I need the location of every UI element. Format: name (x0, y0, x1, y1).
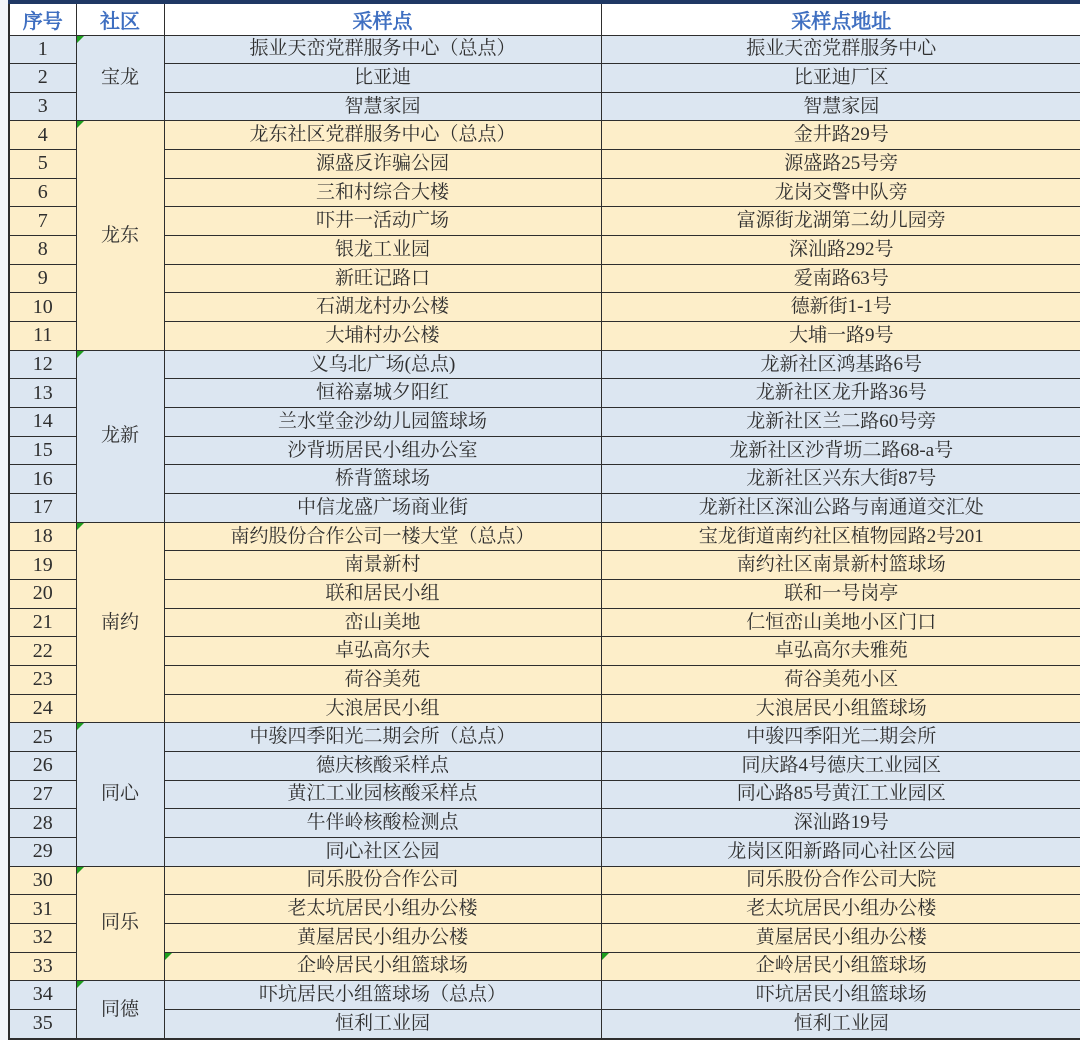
sampling-point-cell: 智慧家园 (164, 92, 601, 121)
col-header-sampling-point: 采样点 (164, 2, 601, 35)
community-cell: 同德 (76, 981, 164, 1039)
table-row (9, 465, 1080, 494)
row-number-cell: 4 (9, 121, 76, 150)
community-cell: 同乐 (76, 866, 164, 981)
row-number-cell: 20 (9, 579, 76, 608)
address-cell: 深汕路292号 (601, 236, 1080, 265)
address-cell: 深汕路19号 (601, 809, 1080, 838)
address-cell: 南约社区南景新村篮球场 (601, 551, 1080, 580)
sampling-point-cell: 吓井一活动广场 (164, 207, 601, 236)
row-number-cell: 11 (9, 322, 76, 351)
sampling-point-cell: 同心社区公园 (164, 837, 601, 866)
table-row (9, 923, 1080, 952)
sampling-point-cell: 黄江工业园核酸采样点 (164, 780, 601, 809)
address-cell: 企岭居民小组篮球场 (601, 952, 1080, 981)
address-cell: 同心路85号黄江工业园区 (601, 780, 1080, 809)
table-row (9, 236, 1080, 265)
excel-error-marker-icon (77, 351, 84, 358)
row-number-cell: 28 (9, 809, 76, 838)
community-cell: 龙东 (76, 121, 164, 350)
address-cell: 宝龙街道南约社区植物园路2号201 (601, 522, 1080, 551)
table-row (9, 379, 1080, 408)
table-row (9, 150, 1080, 179)
sampling-point-cell: 银龙工业园 (164, 236, 601, 265)
excel-error-marker-icon (602, 953, 609, 960)
row-number-cell: 30 (9, 866, 76, 895)
address-cell: 智慧家园 (601, 92, 1080, 121)
address-cell: 源盛路25号旁 (601, 150, 1080, 179)
table-row (9, 952, 1080, 981)
sampling-point-cell: 同乐股份合作公司 (164, 866, 601, 895)
col-header-index: 序号 (9, 2, 76, 35)
table-row (9, 322, 1080, 351)
row-number-cell: 14 (9, 408, 76, 437)
table-row (9, 694, 1080, 723)
row-number-cell: 13 (9, 379, 76, 408)
address-cell: 龙新社区沙背坜二路68-a号 (601, 436, 1080, 465)
sampling-point-cell: 牛伴岭核酸检测点 (164, 809, 601, 838)
address-cell: 中骏四季阳光二期会所 (601, 723, 1080, 752)
sampling-point-cell: 龙东社区党群服务中心（总点） (164, 121, 601, 150)
sampling-point-cell: 义乌北广场(总点) (164, 350, 601, 379)
sampling-point-cell: 振业天峦党群服务中心（总点） (164, 35, 601, 64)
address-cell: 爱南路63号 (601, 264, 1080, 293)
row-number-cell: 26 (9, 751, 76, 780)
community-cell: 南约 (76, 522, 164, 723)
sampling-point-cell: 桥背篮球场 (164, 465, 601, 494)
row-number-cell: 5 (9, 150, 76, 179)
address-cell: 龙新社区兰二路60号旁 (601, 408, 1080, 437)
table-row (9, 637, 1080, 666)
sampling-point-cell: 中骏四季阳光二期会所（总点） (164, 723, 601, 752)
table-row (9, 436, 1080, 465)
sampling-point-cell: 石湖龙村办公楼 (164, 293, 601, 322)
address-cell: 老太坑居民小组办公楼 (601, 895, 1080, 924)
row-number-cell: 3 (9, 92, 76, 121)
excel-error-marker-icon (77, 121, 84, 128)
table-row (9, 751, 1080, 780)
row-number-cell: 12 (9, 350, 76, 379)
table-row (9, 178, 1080, 207)
sampling-point-cell: 黄屋居民小组办公楼 (164, 923, 601, 952)
excel-error-marker-icon (77, 981, 84, 988)
table-row (9, 665, 1080, 694)
address-cell: 黄屋居民小组办公楼 (601, 923, 1080, 952)
table-body (9, 35, 1080, 1039)
row-number-cell: 25 (9, 723, 76, 752)
address-cell: 同乐股份合作公司大院 (601, 866, 1080, 895)
table-row (9, 522, 1080, 551)
address-cell: 大埔一路9号 (601, 322, 1080, 351)
address-cell: 龙新社区龙升路36号 (601, 379, 1080, 408)
row-number-cell: 16 (9, 465, 76, 494)
community-cell: 宝龙 (76, 35, 164, 121)
sampling-point-cell: 吓坑居民小组篮球场（总点） (164, 981, 601, 1010)
table-row (9, 723, 1080, 752)
col-header-address: 采样点地址 (601, 2, 1080, 35)
address-cell: 振业天峦党群服务中心 (601, 35, 1080, 64)
table-row (9, 579, 1080, 608)
sampling-point-cell: 沙背坜居民小组办公室 (164, 436, 601, 465)
table-row (9, 608, 1080, 637)
excel-error-marker-icon (165, 953, 172, 960)
address-cell: 龙新社区兴东大街87号 (601, 465, 1080, 494)
table-row (9, 64, 1080, 93)
sampling-point-cell: 三和村综合大楼 (164, 178, 601, 207)
community-cell: 同心 (76, 723, 164, 866)
excel-error-marker-icon (77, 867, 84, 874)
row-number-cell: 27 (9, 780, 76, 809)
excel-error-marker-icon (77, 723, 84, 730)
address-cell: 比亚迪厂区 (601, 64, 1080, 93)
row-number-cell: 1 (9, 35, 76, 64)
row-number-cell: 18 (9, 522, 76, 551)
excel-error-marker-icon (77, 36, 84, 43)
table-row (9, 895, 1080, 924)
table-row (9, 981, 1080, 1010)
table-row (9, 293, 1080, 322)
sampling-point-cell: 恒裕嘉城夕阳红 (164, 379, 601, 408)
table-row (9, 207, 1080, 236)
table-row (9, 494, 1080, 523)
community-cell: 龙新 (76, 350, 164, 522)
sampling-point-cell: 源盛反诈骗公园 (164, 150, 601, 179)
sampling-point-cell: 南约股份合作公司一楼大堂（总点） (164, 522, 601, 551)
table-row (9, 1009, 1080, 1039)
sampling-point-cell: 德庆核酸采样点 (164, 751, 601, 780)
address-cell: 大浪居民小组篮球场 (601, 694, 1080, 723)
table-row (9, 780, 1080, 809)
table-row (9, 866, 1080, 895)
row-number-cell: 8 (9, 236, 76, 265)
row-number-cell: 33 (9, 952, 76, 981)
row-number-cell: 35 (9, 1009, 76, 1039)
sampling-point-cell: 兰水堂金沙幼儿园篮球场 (164, 408, 601, 437)
row-number-cell: 31 (9, 895, 76, 924)
address-cell: 吓坑居民小组篮球场 (601, 981, 1080, 1010)
row-number-cell: 22 (9, 637, 76, 666)
row-number-cell: 17 (9, 494, 76, 523)
table-row (9, 350, 1080, 379)
sampling-point-cell: 联和居民小组 (164, 579, 601, 608)
sampling-point-cell: 比亚迪 (164, 64, 601, 93)
address-cell: 龙新社区深汕公路与南通道交汇处 (601, 494, 1080, 523)
sampling-point-cell: 中信龙盛广场商业街 (164, 494, 601, 523)
address-cell: 联和一号岗亭 (601, 579, 1080, 608)
sampling-point-cell: 卓弘高尔夫 (164, 637, 601, 666)
table-row (9, 35, 1080, 64)
row-number-cell: 19 (9, 551, 76, 580)
table-row (9, 92, 1080, 121)
address-cell: 同庆路4号德庆工业园区 (601, 751, 1080, 780)
address-cell: 荷谷美苑小区 (601, 665, 1080, 694)
col-header-community: 社区 (76, 2, 164, 35)
sampling-point-cell: 新旺记路口 (164, 264, 601, 293)
address-cell: 恒利工业园 (601, 1009, 1080, 1039)
sampling-point-cell: 峦山美地 (164, 608, 601, 637)
address-cell: 仁恒峦山美地小区门口 (601, 608, 1080, 637)
address-cell: 金井路29号 (601, 121, 1080, 150)
sampling-point-cell: 恒利工业园 (164, 1009, 601, 1039)
row-number-cell: 7 (9, 207, 76, 236)
table-header (9, 2, 1080, 35)
table-row (9, 408, 1080, 437)
row-number-cell: 9 (9, 264, 76, 293)
sampling-point-cell: 老太坑居民小组办公楼 (164, 895, 601, 924)
sampling-points-table (8, 0, 1080, 1040)
row-number-cell: 21 (9, 608, 76, 637)
row-number-cell: 10 (9, 293, 76, 322)
sampling-point-cell: 大埔村办公楼 (164, 322, 601, 351)
table-row (9, 551, 1080, 580)
sampling-point-cell: 企岭居民小组篮球场 (164, 952, 601, 981)
row-number-cell: 6 (9, 178, 76, 207)
address-cell: 卓弘高尔夫雅苑 (601, 637, 1080, 666)
row-number-cell: 15 (9, 436, 76, 465)
sampling-point-cell: 大浪居民小组 (164, 694, 601, 723)
table-row (9, 264, 1080, 293)
row-number-cell: 29 (9, 837, 76, 866)
address-cell: 龙岗交警中队旁 (601, 178, 1080, 207)
header-row (9, 2, 1080, 35)
address-cell: 富源街龙湖第二幼儿园旁 (601, 207, 1080, 236)
row-number-cell: 2 (9, 64, 76, 93)
row-number-cell: 34 (9, 981, 76, 1010)
excel-error-marker-icon (77, 523, 84, 530)
address-cell: 龙新社区鸿基路6号 (601, 350, 1080, 379)
address-cell: 龙岗区阳新路同心社区公园 (601, 837, 1080, 866)
table-row (9, 121, 1080, 150)
row-number-cell: 24 (9, 694, 76, 723)
sampling-point-cell: 南景新村 (164, 551, 601, 580)
row-number-cell: 32 (9, 923, 76, 952)
sampling-point-cell: 荷谷美苑 (164, 665, 601, 694)
table-row (9, 809, 1080, 838)
address-cell: 德新街1-1号 (601, 293, 1080, 322)
table-row (9, 837, 1080, 866)
row-number-cell: 23 (9, 665, 76, 694)
